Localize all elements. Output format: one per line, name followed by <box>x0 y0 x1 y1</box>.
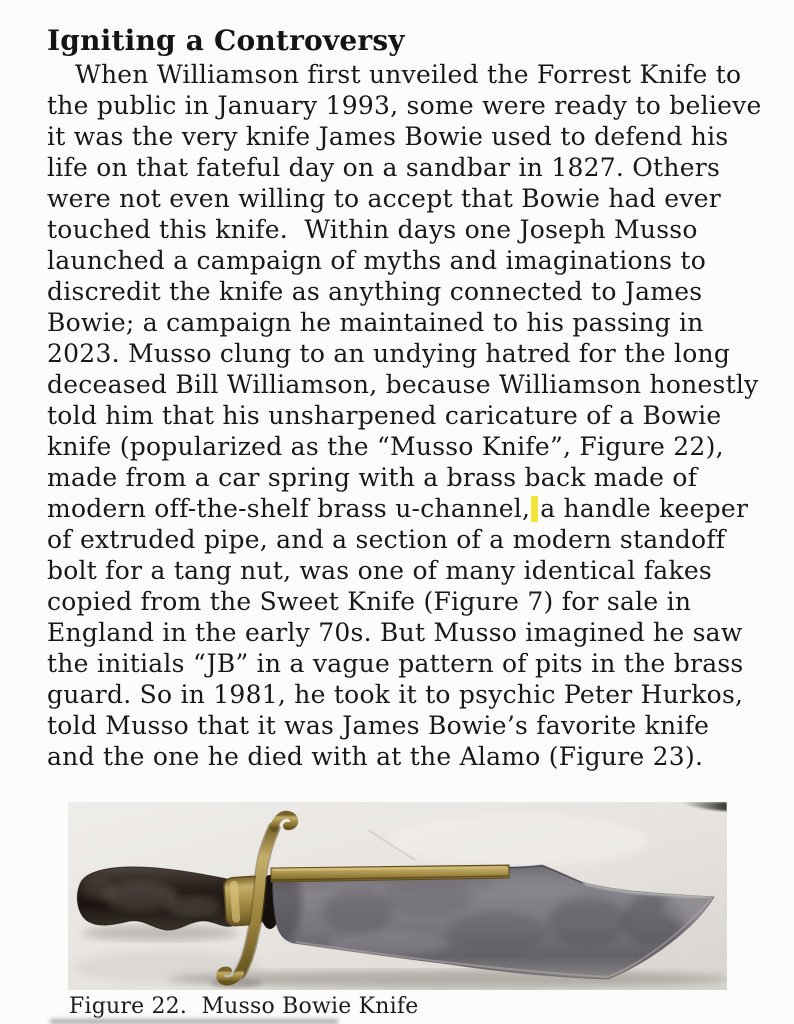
text-line: bolt for a tang nut, was one of many identical fakes <box>47 556 712 585</box>
text-line: made from a car spring with a brass back made of <box>47 463 698 492</box>
text-after-highlight: a handle keeper <box>540 494 749 523</box>
knife-image <box>68 802 727 990</box>
text-line: knife (popularized as the “Musso Knife”, Figure 22), <box>47 432 724 461</box>
text-line: life on that fateful day on a sandbar in 1827. Others <box>47 153 721 182</box>
text-line: launched a campaign of myths and imaginations to <box>47 246 707 275</box>
paragraph <box>47 59 762 772</box>
knife-photo <box>68 802 727 990</box>
text-line: were not even willing to accept that Bowie had ever <box>47 184 721 213</box>
text-line: touched this knife. Within days one Joseph Musso <box>47 215 698 244</box>
text-line: told him that his unsharpened caricature of a Bowie <box>47 401 722 430</box>
text-line: When Williamson first unveiled the Forrest Knife to <box>75 60 742 89</box>
figure-22 <box>68 802 727 1019</box>
text-line: the public in January 1993, some were ready to believe <box>47 91 762 120</box>
text-line-highlighted <box>47 493 757 524</box>
text-line: told Musso that it was James Bowie’s favorite knife <box>47 711 710 740</box>
figure-caption: Figure 22. Musso Bowie Knife <box>69 994 419 1019</box>
text-before-highlight: modern off-the-shelf brass u-channel, <box>47 494 531 523</box>
text-line: the initials “JB” in a vague pattern of pits in the brass <box>47 649 744 678</box>
text-line: discredit the knife as anything connected to James <box>47 277 703 306</box>
knife-handle <box>77 867 232 930</box>
highlight-mark <box>531 496 538 522</box>
cutoff-text-fragment <box>50 1019 338 1024</box>
section-heading: Igniting a Controversy <box>47 24 405 57</box>
text-line: guard. So in 1981, he took it to psychic Peter Hurkos, <box>47 680 744 709</box>
text-line: copied from the Sweet Knife (Figure 7) for sale in <box>47 587 692 616</box>
text-line: 2023. Musso clung to an undying hatred for the long <box>47 339 731 368</box>
text-line: England in the early 70s. But Musso imagined he saw <box>47 618 743 647</box>
text-line: Bowie; a campaign he maintained to his passing in <box>47 308 704 337</box>
text-line: of extruded pipe, and a section of a modern standoff <box>47 525 726 554</box>
text-line: it was the very knife James Bowie used to defend his <box>47 122 729 151</box>
text-line: deceased Bill Williamson, because Williamson honestly <box>47 370 759 399</box>
text-line: and the one he died with at the Alamo (Figure 23). <box>47 742 704 771</box>
